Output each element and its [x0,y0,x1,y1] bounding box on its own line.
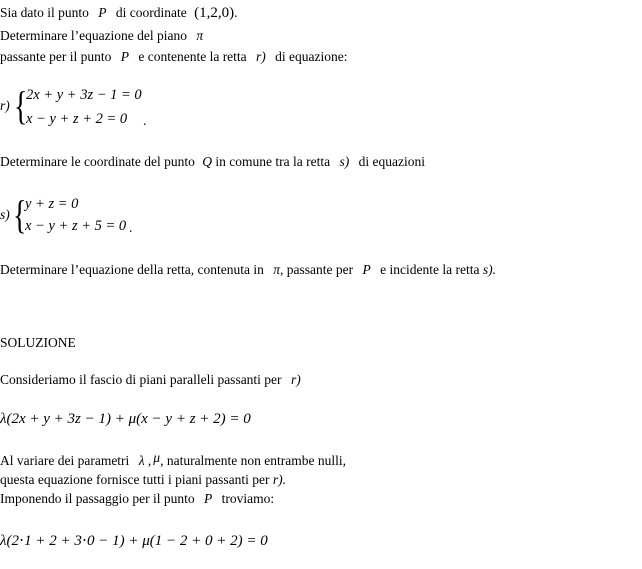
point-p: P [120,49,129,64]
period: . [129,220,133,235]
text: troviamo: [221,491,275,506]
line-8 [0,472,286,488]
line-6 [0,372,301,388]
equation-fascio: λ(2x + y + 3z − 1) + μ(x − y + z + 2) = 0 [0,411,251,427]
period: . [234,5,238,20]
text: questa equazione fornisce tutti i piani passanti per [0,472,270,487]
coordinates: (1,2,0) [194,5,235,21]
line-9 [0,491,274,507]
line-s: s). [482,262,496,277]
line-7 [0,450,347,469]
text: e incidente la retta [380,262,480,277]
lambda-symbol: λ [138,453,145,468]
text: Determinare l’equazione della retta, contenuta in [0,262,264,277]
point-p: P [362,262,371,277]
text: passante per il punto [0,49,112,64]
system-s [0,192,200,240]
point-p: P [203,491,213,506]
point-p: P [98,5,107,20]
comma: , [147,453,152,468]
line-r: r) [256,49,266,64]
point-q: Q [202,154,213,169]
pi-symbol: π [196,28,204,43]
text: Determinare le coordinate del punto [0,154,195,169]
equation-2: x − y + z + 5 = 0 [25,218,127,234]
solution-title: SOLUZIONE [0,335,76,350]
brace: { [14,83,28,128]
line-r: r) [290,372,301,387]
system-r [0,83,200,131]
line-r: r). [272,472,287,487]
period: . [143,113,147,128]
text: Imponendo il passaggio per il punto [0,491,195,506]
equation-2: x − y + z + 2 = 0 [26,111,128,127]
system-label: r) [0,98,10,113]
text: e contenente la retta [138,49,247,64]
equation-passage: λ(2⋅1 + 2 + 3⋅0 − 1) + μ(1 − 2 + 0 + 2) = 0 [0,533,268,549]
line-s: s) [339,154,350,169]
line-4 [0,154,425,170]
text: in comune tra la retta [215,154,331,169]
brace: { [13,192,27,237]
system-label: s) [0,207,10,222]
line-2 [0,28,203,44]
equation-1: y + z = 0 [25,196,79,212]
text: di equazioni [358,154,425,169]
text: , passante per [280,262,354,277]
text: Al variare dei parametri [0,453,130,468]
text: Sia dato il punto [0,5,89,20]
text: di coordinate [115,5,187,20]
text: Consideriamo il fascio di piani paralleli passanti per [0,372,282,387]
pi-symbol: π [273,262,281,277]
line-1 [0,5,237,21]
mu-symbol: μ [153,450,161,465]
text: , naturalmente non entrambe nulli, [160,453,347,468]
text: di equazione: [275,49,348,64]
line-5 [0,262,496,278]
equation-1: 2x + y + 3z − 1 = 0 [26,87,142,103]
text: Determinare l’equazione del piano [0,28,188,43]
line-3 [0,49,348,65]
